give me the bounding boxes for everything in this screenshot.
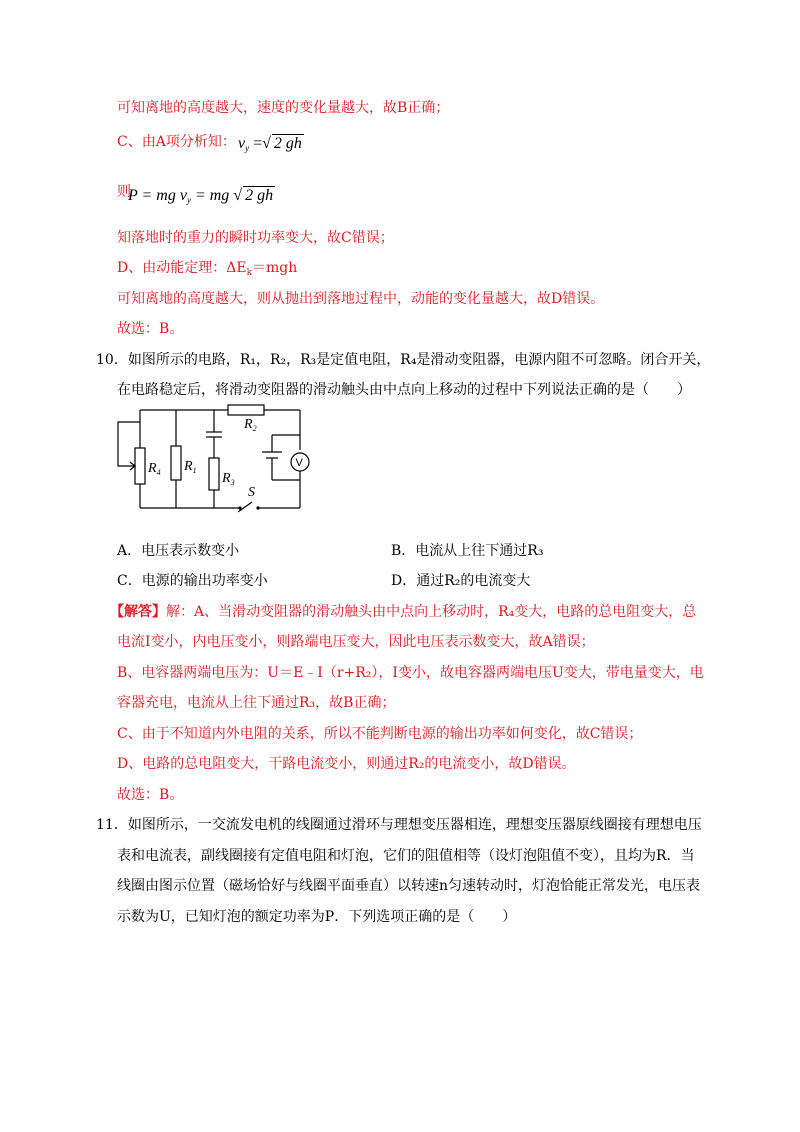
question-11-text: 表和电流表，副线圈接有定值电阻和灯泡，它们的阻值相等（设灯泡阻值不变），且均为R．当 <box>117 848 695 864</box>
equation-power: P = mg $v_y$ = mg √ 2 gh <box>128 187 274 205</box>
option-b: B．电流从上往下通过R₃ <box>391 543 544 559</box>
option-d: D．通过R₂的电流变大 <box>391 573 531 589</box>
answer-line: C、由A项分析知： <box>117 134 236 150</box>
circuit-diagram <box>110 400 330 520</box>
answer-line: 知落地时的重力的瞬时功率变大，故C错误； <box>117 230 394 246</box>
answer-line: 可知离地的高度越大，速度的变化量越大，故B正确； <box>117 100 450 116</box>
answer-line: B、电容器两端电压为：U＝E﹣I（r+R₂），I变小，故电容器两端电压U变大，带电量变大，电 <box>117 665 704 681</box>
answer-line: 容器充电，电流从上往下通过R₃，故B正确； <box>117 695 396 711</box>
label-r4: $R_4$ <box>148 461 161 477</box>
label-switch: S <box>248 485 255 500</box>
option-c: C．电源的输出功率变小 <box>117 573 268 589</box>
label-r2: $R_2$ <box>244 417 257 433</box>
question-11-text: 11．如图所示，一交流发电机的线圈通过滑环与理想变压器相连，理想变压器原线圈接有理想电压 <box>96 817 702 833</box>
answer-line: D、电路的总电阻变大，干路电流变小，则通过R₂的电流变小，故D错误。 <box>117 756 576 772</box>
answer-line: C、由于不知道内外电阻的关系，所以不能判断电源的输出功率如何变化，故C错误； <box>117 726 643 742</box>
label-r1: $R_1$ <box>184 459 197 475</box>
question-11-text: 线圈由图示位置（磁场恰好与线圈平面垂直）以转速n匀速转动时，灯泡恰能正常发光，电压表 <box>117 878 701 894</box>
answer-line: 可知离地的高度越大，则从抛出到落地过程中，动能的变化量越大，故D错误。 <box>117 291 605 307</box>
option-a: A．电压表示数变小 <box>117 543 240 559</box>
answer-line: D、由动能定理：$\Delta E_k=mgh$ <box>117 260 298 278</box>
question-10-text: 在电路稳定后，将滑动变阻器的滑动触头由中点向上移动的过程中下列说法正确的是（ ） <box>117 382 691 398</box>
label-voltmeter: V <box>295 457 303 469</box>
answer-line: 故选：B。 <box>117 321 184 337</box>
answer-line: 则 <box>117 184 131 200</box>
label-r3: $R_3$ <box>222 471 235 487</box>
answer-tag: 【解答】 <box>110 604 166 620</box>
question-10-text: 10．如图所示的电路，R₁，R₂，R₃是定值电阻，R₄是滑动变阻器，电源内阻不可忽略。闭合开关， <box>96 352 711 368</box>
question-11-text: 示数为U，已知灯泡的额定功率为P．下列选项正确的是（ ） <box>117 909 517 925</box>
answer-line: 【解答】解：A、当滑动变阻器的滑动触头由中点向上移动时，R₄变大，电路的总电阻变大，总 <box>110 604 697 620</box>
answer-line: 电流I变小，内电压变小，则路端电压变大，因此电压表示数变大，故A错误； <box>117 634 595 650</box>
equation-vy: $v_y$ =√ 2 gh <box>238 135 302 153</box>
answer-line: 故选：B。 <box>117 787 184 803</box>
